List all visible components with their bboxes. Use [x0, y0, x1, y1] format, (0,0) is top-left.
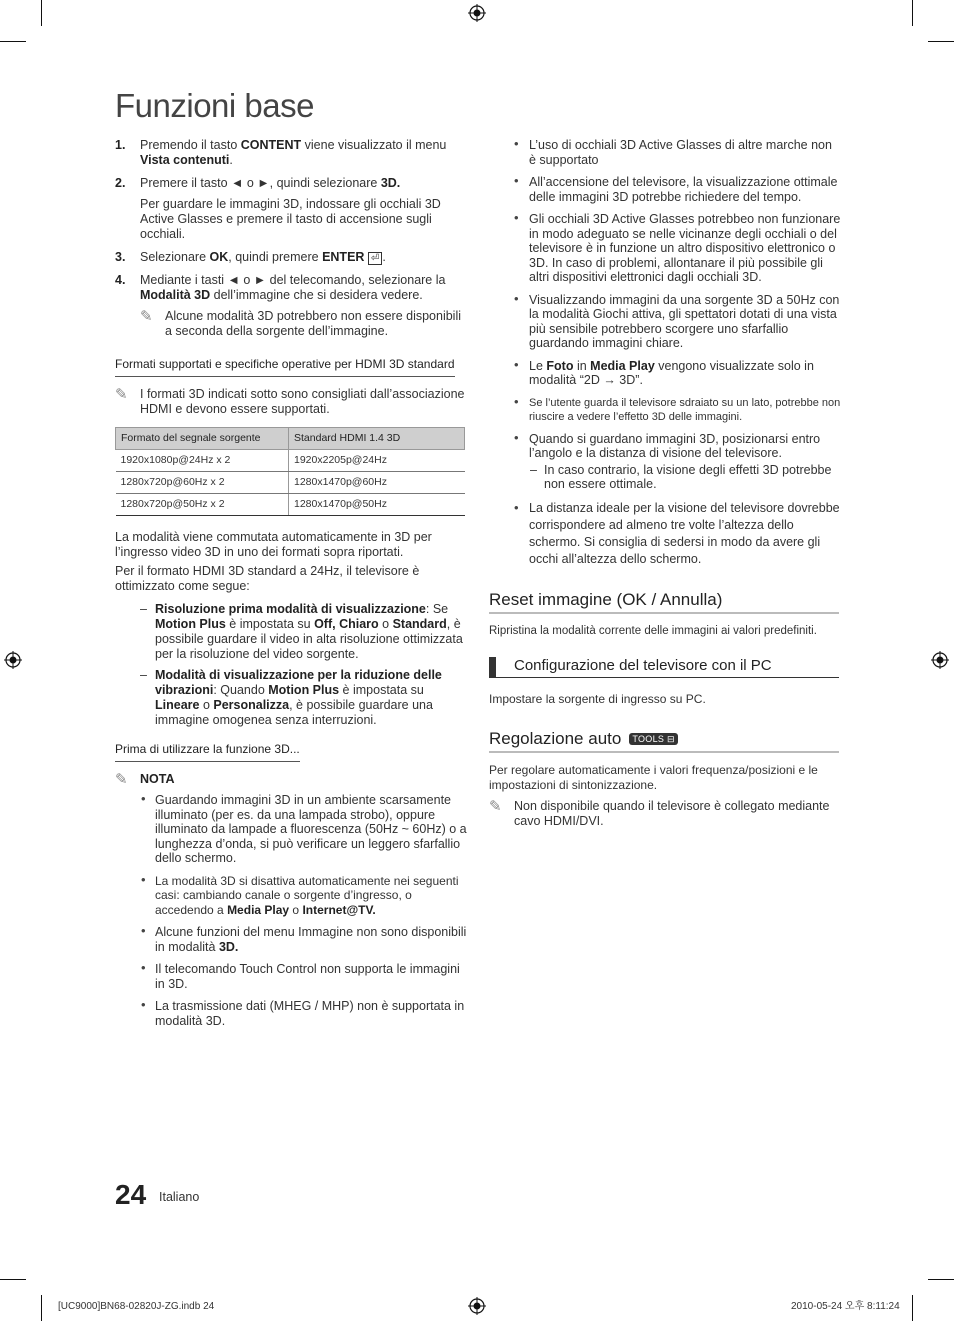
crop-mark: [0, 41, 26, 42]
list-item: • La distanza ideale per la visione del televisore dovrebbe corrispondere ad almeno tre volte l’altezza dello schermo. Si consiglia di sedersi in modo da avere gli occhi all’altezza dello schermo.: [514, 499, 840, 566]
list-item: • Gli occhiali 3D Active Glasses potrebbeo non funzionare in modo adeguato se nelle vicinanze degli occhiali o del televisore è in funzione un altro dispositivo elettronico o 3D. In caso di problemi, allontanare il più possibile gli altri dispositivi elettronici dagli occhiali 3D.: [514, 210, 841, 284]
enter-icon: ⏎: [368, 252, 382, 265]
crop-mark: [0, 1279, 26, 1280]
registration-mark-icon: [468, 1297, 486, 1315]
crop-mark: [41, 0, 42, 26]
list-item: • Quando si guardano immagini 3D, posizionarsi entro l’angolo e la distanza di visione del televisore. – In caso contrario, la visione degli effetti 3D potrebbe non essere ottimale.: [489, 432, 841, 492]
tools-badge: TOOLS ⊟: [629, 733, 678, 745]
table-row: 1280x720p@50Hz x 2 1280x1470p@50Hz: [116, 494, 465, 516]
paragraph: La modalità viene commutata automaticamente in 3D per l’ingresso video 3D in uno dei formati sopra riportati.: [115, 530, 432, 559]
note: ✎ Alcune modalità 3D potrebbero non essere disponibili a seconda della sorgente dell’immagine.: [140, 308, 462, 338]
reset-section-title: Reset immagine (OK / Annulla): [489, 590, 839, 614]
list-item: – Modalità di visualizzazione per la riduzione delle vibrazioni: Quando Motion Plus è impostata su Lineare o Personalizza, è possibile guardare una immagine omogenea senza interruzioni.: [140, 668, 442, 727]
tools-icon: ⊟: [667, 733, 675, 744]
pencil-icon: ✎: [115, 386, 128, 403]
nota-label: ✎ NOTA: [115, 771, 175, 788]
formats-table: [115, 427, 465, 516]
paragraph: Per il formato HDMI 3D standard a 24Hz, il televisore è ottimizzato come segue:: [115, 564, 420, 593]
crop-mark: [912, 0, 913, 26]
footer-timestamp: 2010-05-24 오후 8:11:24: [791, 1301, 900, 1312]
section-bar: [489, 657, 496, 677]
page-language: Italiano: [159, 1190, 200, 1204]
footer-file: [UC9000]BN68-02820J-ZG.indb 24: [58, 1301, 215, 1312]
registration-mark-icon: [931, 651, 949, 669]
reset-description: Ripristina la modalità corrente delle immagini ai valori predefiniti.: [489, 624, 817, 637]
step-2: 2. Premere il tasto ◄ o ►, quindi selezionare 3D. Per guardare le immagini 3D, indossare gli occhiali 3D Active Glasses e premere il tasto di accensione sugli occhiali.: [115, 176, 441, 241]
formats-heading: Formati supportati e specifiche operative per HDMI 3D standard: [115, 357, 455, 377]
table-header-row: [116, 428, 465, 450]
list-item: • Se l’utente guarda il televisore sdraiato su un lato, potrebbe non riuscire a vedere l’effetto 3D delle immagini.: [514, 393, 841, 423]
list-item: • Alcune funzioni del menu Immagine non sono disponibili in modalità 3D.: [141, 923, 467, 954]
table-row: 1920x1080p@24Hz x 2 1920x2205p@24Hz: [116, 450, 465, 472]
crop-mark: [41, 1295, 42, 1321]
list-item: • All’accensione del televisore, la visualizzazione ottimale delle immagini 3D potrebbe richiedere del tempo.: [514, 173, 838, 204]
step-3: 3. Selezionare OK, quindi premere ENTER ⏎ .: [115, 250, 386, 264]
crop-mark: [912, 1295, 913, 1321]
pencil-icon: ✎: [489, 797, 502, 815]
pc-config-section-title: Configurazione del televisore con il PC: [489, 657, 839, 678]
list-item: • Visualizzando immagini da una sorgente 3D a 50Hz con la modalità Giochi attiva, gli spettatori dotati di una vista più sensibile potrebbero scorgere uno sfarfallio guardando immagini chiare.: [514, 290, 840, 350]
step-4: 4. Mediante i tasti ◄ o ► del telecomando, selezionare la Modalità 3D dell’immagine che si desidera vedere. ✎ Alcune modalità 3D potrebbero non essere disponibili a seconda della sorgente dell’immagine.: [115, 273, 467, 339]
list-item: • L’uso di occhiali 3D Active Glasses di altre marche non è supportato: [514, 136, 832, 167]
table-header: Standard HDMI 1.4 3D: [289, 428, 465, 450]
list-item: • Le Foto in Media Play vengono visualizzate solo in modalità “2D → 3D”.: [514, 356, 814, 387]
list-item: – Risoluzione prima modalità di visualizzazione: Se Motion Plus è impostata su Off, Chiaro o Standard, è possibile guardare il video in alta risoluzione ottimizzata per la risoluzione del video sorgente.: [140, 602, 463, 661]
list-item: • La modalità 3D si disattiva automaticamente nei seguenti casi: cambiando canale o sorgente d’ingresso, o accedendo a Media Play o Internet@TV.: [141, 871, 459, 917]
note: ✎ Non disponibile quando il televisore è collegato mediante cavo HDMI/DVI.: [489, 797, 830, 828]
registration-mark-icon: [468, 4, 486, 22]
auto-adjust-description: Per regolare automaticamente i valori frequenza/posizioni e le impostazioni di sintonizzazione.: [489, 762, 818, 792]
registration-mark-icon: [4, 651, 22, 669]
sub-item: – In caso contrario, la visione degli effetti 3D potrebbe non essere ottimale.: [530, 462, 832, 491]
page-title: Funzioni base: [115, 87, 314, 124]
formats-note: ✎ I formati 3D indicati sotto sono consigliati dall’associazione HDMI e devono essere supportati.: [115, 386, 465, 416]
pencil-icon: ✎: [115, 771, 128, 788]
pc-config-description: Impostare la sorgente di ingresso su PC.: [489, 691, 706, 706]
pencil-icon: ✎: [140, 308, 153, 325]
before-heading: Prima di utilizzare la funzione 3D...: [115, 742, 300, 762]
list-item: • Il telecomando Touch Control non supporta le immagini in 3D.: [141, 960, 460, 991]
list-item: • Guardando immagini 3D in un ambiente scarsamente illuminato (per es. da una lampada strobo), oppure illuminato da lampade a fluorescenza (50Hz ~ 60Hz) o a lunghezza d’onda, si può verificare un leggero sfarfallio dello schermo.: [141, 791, 467, 865]
left-column: [115, 138, 467, 1036]
step-1: 1. Premendo il tasto CONTENT viene visualizzato il menu Vista contenuti.: [115, 138, 447, 167]
table-row: 1280x720p@60Hz x 2 1280x1470p@60Hz: [116, 472, 465, 494]
auto-adjust-section-title: Regolazione auto TOOLS ⊟: [489, 729, 839, 753]
right-column: [489, 138, 841, 835]
crop-mark: [928, 1279, 954, 1280]
list-item: • La trasmissione dati (MHEG / MHP) non è supportata in modalità 3D.: [141, 997, 465, 1028]
table-header: Formato del segnale sorgente: [116, 428, 289, 450]
crop-mark: [928, 41, 954, 42]
page-number: 24: [115, 1179, 147, 1210]
